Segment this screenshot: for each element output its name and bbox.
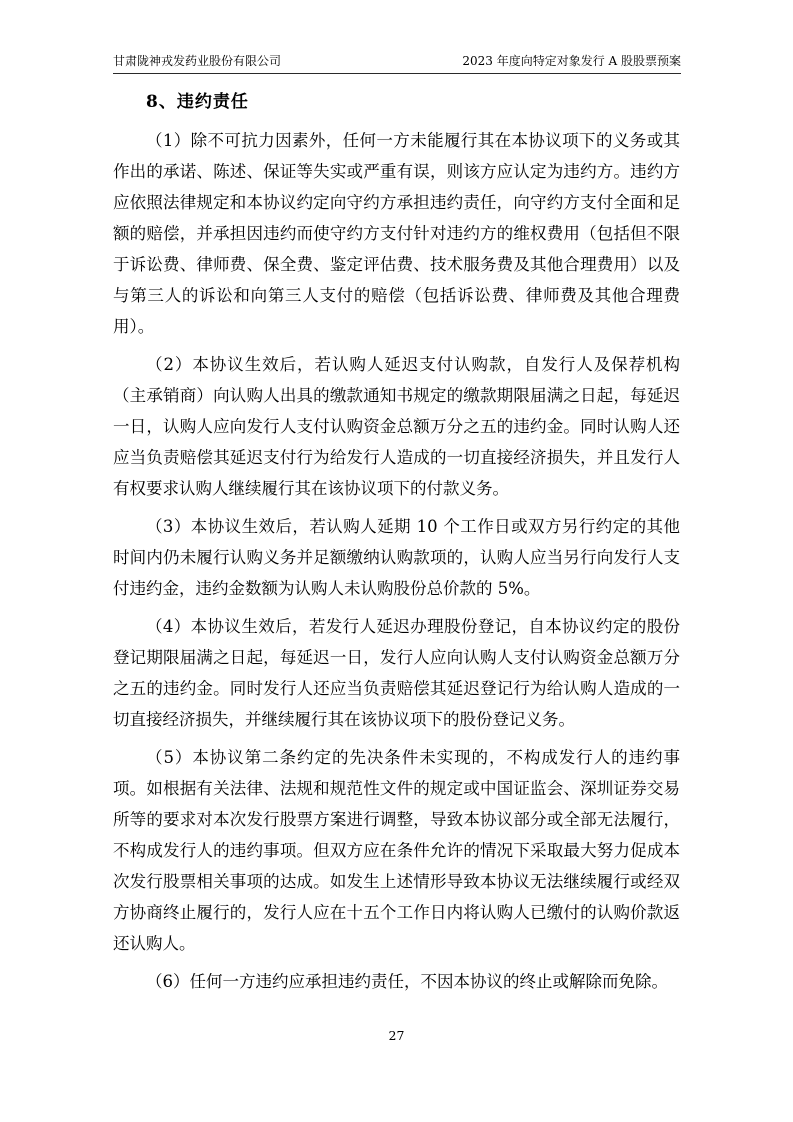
paragraph-4: （4）本协议生效后，若发行人延迟办理股份登记，自本协议约定的股份登记期限届满之日起，每延迟一日，发行人应向认购人支付认购资金总额万分之五的违约金。同时发行人还应当负责赔偿其延迟登记行为给认购人造成的一切直接经济损失，并继续履行其在该协议项下的股份登记义务。 <box>113 617 680 729</box>
section-heading: 8、违约责任 <box>146 92 249 112</box>
paragraph-1: （1）除不可抗力因素外，任何一方未能履行其在本协议项下的义务或其作出的承诺、陈述、保证等失实或严重有误，则该方应认定为违约方。违约方应依照法律规定和本协议约定向守约方承担违约责任，向守约方支付全面和足额的赔偿，并承担因违约而使守约方支付针对违约方的维权费用（包括但不限于诉讼费、律师费、保全费、鉴定评估费、技术服务费及其他合理费用）以及与第三人的诉讼和向第三人支付的赔偿（包括诉讼费、律师费及其他合理费用）。 <box>113 131 680 336</box>
page-header <box>113 53 681 74</box>
page-footer <box>0 1028 793 1043</box>
header-company-name: 甘肃陇神戎发药业股份有限公司 <box>113 54 282 68</box>
paragraph-6: （6）任何一方违约应承担违约责任，不因本协议的终止或解除而免除。 <box>146 972 668 991</box>
paragraph-5: （5）本协议第二条约定的先决条件未实现的，不构成发行人的违约事项。如根据有关法律、法规和规范性文件的规定或中国证监会、深圳证券交易所等的要求对本次发行股票方案进行调整，导致本协议部分或全部无法履行，不构成发行人的违约事项。但双方应在条件允许的情况下采取最大努力促成本次发行股票相关事项的达成。如发生上述情形导致本协议无法继续履行或经双方协商终止履行的，发行人应在十五个工作日内将认购人已缴付的认购价款返还认购人。 <box>113 748 680 953</box>
header-document-title: 2023 年度向特定对象发行 A 股股票预案 <box>462 54 681 68</box>
paragraph-3: （3）本协议生效后，若认购人延期 10 个工作日或双方另行约定的其他时间内仍未履行认购义务并足额缴纳认购款项的，认购人应当另行向发行人支付违约金，违约金数额为认购人未认购股份总价款的 5%。 <box>113 517 680 598</box>
page-number: 27 <box>388 1028 405 1043</box>
page-content <box>113 91 680 997</box>
paragraph-2: （2）本协议生效后，若认购人延迟支付认购款，自发行人及保荐机构（主承销商）向认购人出具的缴款通知书规定的缴款期限届满之日起，每延迟一日，认购人应向发行人支付认购资金总额万分之五的违约金。同时认购人还应当负责赔偿其延迟支付行为给发行人造成的一切直接经济损失，并且发行人有权要求认购人继续履行其在该协议项下的付款义务。 <box>113 355 680 498</box>
